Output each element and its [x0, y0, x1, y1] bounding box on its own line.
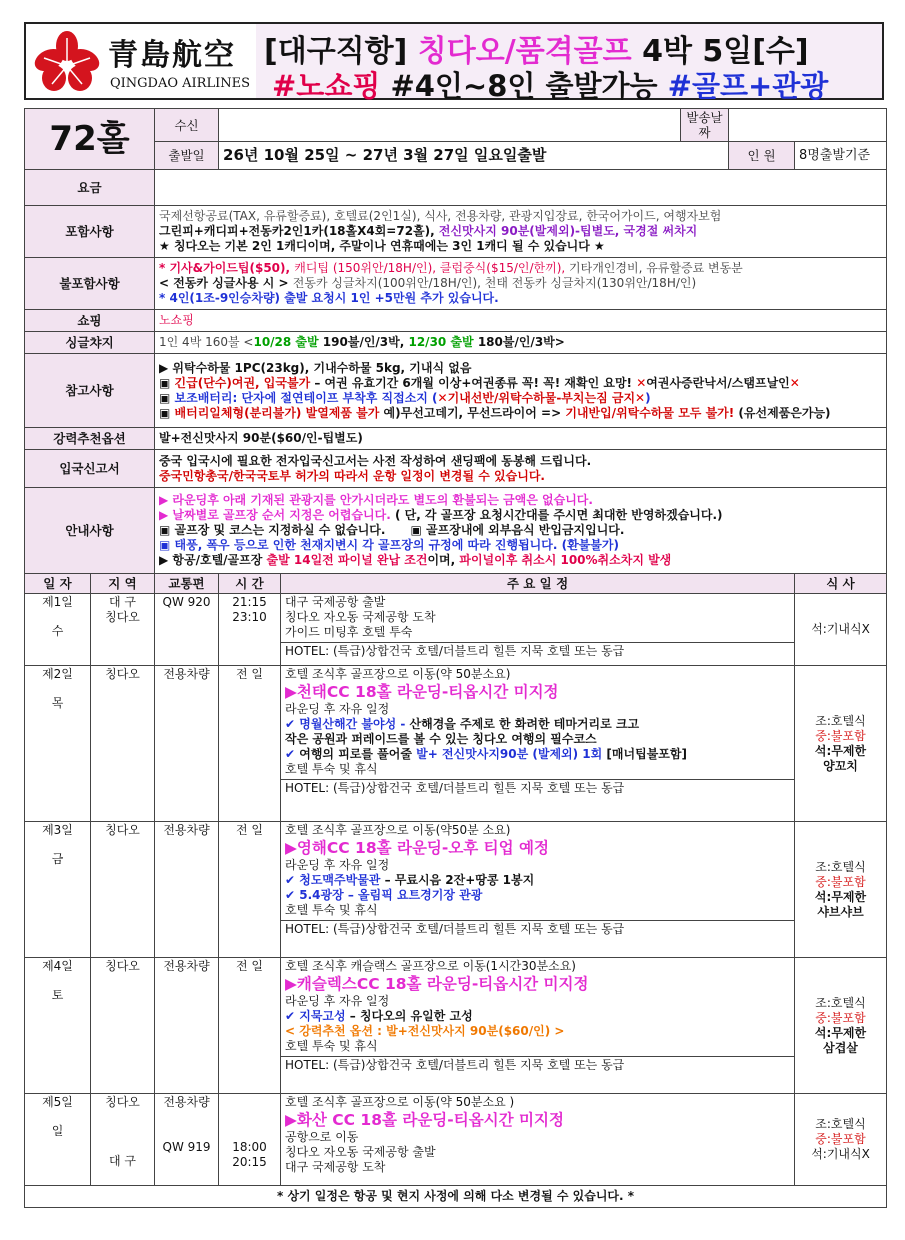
schedule-line: 가이드 미팅후 호텔 투숙 — [285, 625, 413, 639]
schedule-line: 라운딩 후 자유 일정 — [285, 994, 390, 1008]
notes-battery-close: ) — [645, 390, 651, 405]
transport-2: QW 919 — [162, 1140, 211, 1154]
schedule-cell — [281, 822, 795, 958]
logo-english-text: QINGDAO AIRLINES — [110, 76, 251, 91]
tour-name: 청도맥주박물관 — [299, 873, 381, 887]
guide-final-prefix: ▶ 항공/호텔/골프장 — [159, 553, 267, 567]
fee-label: 요금 — [25, 170, 155, 206]
package-code: 72홀 — [25, 109, 155, 170]
tour-name: 지묵고성 — [299, 1009, 346, 1023]
meal-dinner: 석:무제한 — [814, 1025, 867, 1040]
meal-cell: 석:기내식X — [795, 594, 887, 666]
col-region: 지 역 — [91, 574, 155, 594]
schedule-line: 대구 국제공항 출발 — [285, 595, 386, 609]
transport-cell — [155, 1094, 219, 1186]
transport-cell: 전용차량 — [155, 666, 219, 822]
receiver-label: 수신 — [155, 109, 219, 142]
send-date-label: 발송날짜 — [681, 109, 729, 142]
people-value: 8명출발기준 — [795, 142, 887, 170]
time-cell: 전 일 — [219, 958, 281, 1094]
arrival-card-label: 입국신고서 — [25, 450, 155, 488]
hotel-line: HOTEL: (특급)상합건국 호텔/더블트리 힐튼 지묵 호텔 또는 동급 — [281, 779, 794, 796]
arrival-line-2: 중국민항총국/한국국토부 허가의 따라서 운항 일정이 변경될 수 있습니다. — [159, 468, 545, 483]
meal-lunch: 중:불포함 — [815, 1132, 866, 1146]
tour-name: 5.4광장 – 올림픽 요트경기장 관광 — [299, 888, 483, 902]
notes-line-1: ▶ 위탁수하물 1PC(23kg), 기내수하물 5kg, 기내식 없음 — [159, 360, 472, 375]
schedule-line: 호텔 투숙 및 휴식 — [285, 1039, 378, 1053]
guide-label: 안내사항 — [25, 488, 155, 574]
region-cell — [91, 1094, 155, 1186]
notes-passport-detail: – 여권 유효기간 6개월 이상+여권종류 꼭! 꼭! 재확인 요망! — [310, 375, 637, 390]
arrival-card-content — [155, 450, 887, 488]
hotel-line: HOTEL: (특급)상합건국 호텔/더블트리 힐튼 지묵 호텔 또는 동급 — [281, 642, 794, 659]
tour-name: 명월산해간 불야성 - — [299, 717, 410, 731]
col-schedule: 주 요 일 정 — [281, 574, 795, 594]
time-1: 21:15 — [232, 595, 267, 609]
tour-desc: 산해경을 주제로 한 화려한 테마거리로 크고 — [409, 717, 640, 731]
single-label: 싱글챠지 — [25, 332, 155, 354]
schedule-line: 호텔 투숙 및 휴식 — [285, 762, 378, 776]
notes-passport: 긴급(단수)여권, 입국불가 — [174, 375, 311, 390]
massage-intro: 여행의 피로를 풀어줄 — [299, 747, 417, 761]
schedule-row — [25, 958, 887, 1094]
day-number: 제2일 — [42, 667, 73, 681]
flower-logo-icon — [32, 30, 102, 94]
meal-cell — [795, 1094, 887, 1186]
day-number: 제1일 — [42, 595, 73, 609]
option-recommend: < 강력추천 옵션 : 발+전신맛사지 90분($60/인) > — [285, 1024, 565, 1038]
included-massage: 전신맛사지 90분(발제외)-팁별도, 국경절 써차지 — [438, 224, 698, 238]
day-of-week: 일 — [51, 1124, 64, 1138]
tour-desc-2: 작은 공원과 퍼레이드를 볼 수 있는 칭다오 여행의 필수코스 — [285, 732, 597, 746]
notes-label: 참고사항 — [25, 354, 155, 428]
excluded-label: 불포함사항 — [25, 258, 155, 310]
meal-breakfast: 조:호텔식 — [815, 859, 866, 874]
title-main: 칭다오/품격골프 — [417, 34, 632, 69]
tag-no-shopping: #노쇼핑 — [272, 69, 381, 103]
day-of-week: 금 — [51, 852, 64, 866]
golf-round: ▶화산 CC 18홀 라운딩-티옵시간 미지정 — [285, 1111, 564, 1129]
schedule-line: 호텔 조식후 골프장으로 이동(약 50분소요) — [285, 667, 511, 681]
schedule-line: 칭다오 자오동 국제공항 출발 — [285, 1145, 436, 1159]
check-icon: ✔ — [285, 1009, 300, 1023]
notes-passport-stamp: 여권사증란낙서/스탬프날인 — [646, 375, 790, 390]
meal-breakfast: 조:호텔식 — [815, 995, 866, 1010]
time-2: 23:10 — [232, 610, 267, 624]
schedule-line: 대구 국제공항 도착 — [285, 1160, 386, 1174]
notes-heater-example: 예)무선고데기, 무선드라이어 => — [379, 405, 566, 420]
schedule-line: 공항으로 이동 — [285, 1130, 359, 1144]
guide-final-mid: 이며, — [427, 553, 460, 567]
fee-value — [155, 170, 887, 206]
single-date-1: 10/28 출발 — [253, 335, 319, 349]
notes-line-4 — [159, 406, 882, 421]
excluded-line-2 — [159, 276, 882, 291]
meal-lunch: 중:불포함 — [815, 728, 866, 743]
notes-heater: 배터리일체형(분리불가) 발열제품 불가 — [174, 405, 380, 420]
meal-cell — [795, 958, 887, 1094]
guide-golf-order-note: ( 단, 각 골프장 요청시간대를 주시면 최대한 반영하겠습니다.) — [390, 508, 723, 522]
day-of-week: 목 — [51, 696, 64, 710]
shopping-value: 노쇼핑 — [155, 310, 887, 332]
col-time: 시 간 — [219, 574, 281, 594]
guide-line-2 — [159, 508, 882, 523]
option-value: 발+전신맛사지 90분($60/인-팁별도) — [155, 428, 887, 450]
single-price-1: 190불/인/3박, — [318, 335, 409, 349]
check-icon: ✔ — [285, 873, 300, 887]
schedule-cell — [281, 594, 795, 666]
x-mark-icon: ✕ — [635, 390, 646, 405]
guide-content — [155, 488, 887, 574]
excluded-cart-title: < 전동카 싱글사용 시 > — [159, 276, 293, 290]
day-of-week: 수 — [51, 624, 64, 638]
single-base: 1인 4박 160불 < — [159, 335, 254, 349]
single-price-2: 180불/인/3박> — [473, 335, 565, 349]
check-icon: ✔ — [285, 747, 300, 761]
schedule-header-row — [25, 574, 887, 594]
tour-line — [285, 747, 790, 762]
schedule-row — [25, 1094, 887, 1186]
shopping-label: 쇼핑 — [25, 310, 155, 332]
tag-golf-tour: #골프+관광 — [667, 69, 829, 103]
send-date-field[interactable] — [729, 109, 887, 142]
option-label: 강력추천옵션 — [25, 428, 155, 450]
day-number: 제3일 — [42, 823, 73, 837]
meal-cell — [795, 666, 887, 822]
region-1: 칭다오 — [105, 1095, 140, 1109]
meal-breakfast: 조:호텔식 — [815, 1117, 866, 1131]
transport-1: 전용차량 — [163, 1095, 210, 1109]
notes-line-3 — [159, 391, 882, 406]
meal-breakfast: 조:호텔식 — [815, 713, 866, 728]
included-golf: 그린피+캐디피+전동카2인1카(18홀X4회=72홀), — [159, 224, 439, 238]
hotel-line: HOTEL: (특급)상합건국 호텔/더블트리 힐튼 지묵 호텔 또는 동급 — [281, 920, 794, 937]
included-label: 포함사항 — [25, 206, 155, 258]
schedule-row — [25, 666, 887, 822]
region-1: 대 구 — [109, 595, 136, 609]
x-mark-icon: ✕ — [789, 375, 800, 390]
included-line-3: ★ 칭다오는 기본 2인 1캐디이며, 주말이나 연휴때에는 3인 1캐디 될 수 있습니다 ★ — [159, 239, 605, 253]
schedule-cell — [281, 666, 795, 822]
schedule-row — [25, 594, 887, 666]
title-suffix: 4박 5일[수] — [631, 34, 809, 69]
depart-label: 출발일 — [155, 142, 219, 170]
notes-heater-ban: 기내반입/위탁수하물 모두 불가! — [565, 405, 735, 420]
included-content — [155, 206, 887, 258]
guide-line-4: ▣ 태풍, 폭우 등으로 인한 천재지변시 각 골프장의 규정에 따라 진행됩니다. (환불불가) — [159, 538, 619, 552]
single-date-2: 12/30 출발 — [408, 335, 474, 349]
day-of-week: 토 — [51, 988, 64, 1002]
schedule-line: 호텔 조식후 캐슬랙스 골프장으로 이동(1시간30분소요) — [285, 959, 576, 973]
meal-lunch: 중:불포함 — [815, 1010, 866, 1025]
page-subtitle — [272, 64, 828, 105]
single-value — [155, 332, 887, 354]
schedule-line: 호텔 투숙 및 휴식 — [285, 903, 378, 917]
included-line-2 — [159, 224, 882, 239]
day-number: 제4일 — [42, 959, 73, 973]
meal-dinner: 석:무제한 — [814, 743, 867, 758]
tour-desc: – 칭다오의 유일한 고성 — [345, 1009, 473, 1023]
tour-line — [285, 717, 790, 732]
time-2: 20:15 — [232, 1155, 267, 1169]
meal-dinner-menu: 삼겹살 — [823, 1040, 858, 1055]
col-transport: 교통편 — [155, 574, 219, 594]
time-cell — [219, 1094, 281, 1186]
time-cell — [219, 594, 281, 666]
meal-cell — [795, 822, 887, 958]
check-icon: ✔ — [285, 717, 300, 731]
meal-dinner-menu: 양꼬치 — [823, 758, 858, 773]
meal-dinner: 석:기내식X — [811, 1147, 870, 1161]
massage-name: 발+ 전신맛사지90분 (발제외) 1회 — [416, 747, 603, 761]
guide-food: ▣ 골프장내에 외부음식 반입금지입니다. — [410, 523, 625, 537]
schedule-line: 칭다오 자오동 국제공항 도착 — [285, 610, 436, 624]
footer-note: * 상기 일정은 항공 및 현지 사정에 의해 다소 변경될 수 있습니다. * — [25, 1186, 887, 1208]
day-cell — [25, 666, 91, 822]
receiver-field[interactable] — [219, 109, 681, 142]
region-cell: 칭다오 — [91, 958, 155, 1094]
col-day: 일 자 — [25, 574, 91, 594]
time-cell: 전 일 — [219, 822, 281, 958]
guide-cancel-charge: 파이널이후 취소시 100%취소차지 발생 — [459, 553, 672, 567]
tour-line — [285, 888, 790, 903]
time-1: 18:00 — [232, 1140, 267, 1154]
airline-logo — [26, 24, 256, 98]
guide-line-3 — [159, 523, 882, 538]
schedule-cell — [281, 1094, 795, 1186]
notes-battery: 보조배터리: 단자에 절연테이프 부착후 직접소지 ( — [174, 390, 438, 405]
excluded-cart-fee: 전동카 싱글차지(100위안/18H/인), 천태 전동카 싱글차지(130위안/18H/인) — [292, 276, 697, 290]
title-prefix: [대구직항] — [264, 34, 418, 69]
notes-bullet-3: ▣ — [159, 390, 175, 405]
included-line-1: 국제선항공료(TAX, 유류할증료), 호텔료(2인1실), 식사, 전용차량, 관광지입장료, 한국어가이드, 여행자보험 — [159, 209, 722, 223]
hotel-line: HOTEL: (특급)상합건국 호텔/더블트리 힐튼 지묵 호텔 또는 동급 — [281, 1056, 794, 1073]
guide-line-5 — [159, 553, 882, 568]
people-label: 인 원 — [729, 142, 795, 170]
day-cell — [25, 1094, 91, 1186]
x-mark-icon: ✕ — [636, 375, 647, 390]
massage-tip: [매너팁불포함] — [602, 747, 687, 761]
day-number: 제5일 — [42, 1095, 73, 1109]
x-mark-icon: ✕ — [437, 390, 448, 405]
excluded-caddie: 캐디팁 (150위안/18H/인), 클럽중식($15/인/한끼), — [294, 261, 570, 275]
header-banner — [24, 22, 884, 103]
arrival-line-1: 중국 입국시에 필요한 전자입국신고서는 사전 작성하여 샌딩팩에 동봉해 드립니다. — [159, 453, 592, 468]
region-cell: 칭다오 — [91, 666, 155, 822]
transport-cell: 전용차량 — [155, 822, 219, 958]
schedule-row — [25, 822, 887, 958]
golf-round: ▶영해CC 18홀 라운딩-오후 티업 예정 — [285, 839, 549, 857]
notes-line-2 — [159, 376, 882, 391]
meal-lunch: 중:불포함 — [815, 874, 866, 889]
logo-chinese-text: 青島航空 — [108, 38, 236, 73]
day-cell — [25, 958, 91, 1094]
notes-wired-ok: (유선제품은가능) — [734, 405, 831, 420]
tour-desc: – 무료시음 2잔+땅콩 1봉지 — [380, 873, 535, 887]
transport-cell: 전용차량 — [155, 958, 219, 1094]
guide-golf-order: ▶ 날짜별로 골프장 순서 지정은 어렵습니다. — [159, 508, 391, 522]
col-meal: 식 사 — [795, 574, 887, 594]
day-cell — [25, 822, 91, 958]
schedule-cell — [281, 958, 795, 1094]
tour-line — [285, 1009, 790, 1024]
transport-cell: QW 920 — [155, 594, 219, 666]
tag-people: #4인~8인 출발가능 — [380, 69, 668, 103]
day-cell — [25, 594, 91, 666]
tour-line — [285, 873, 790, 888]
depart-dates: 26년 10월 25일 ~ 27년 3월 27일 일요일출발 — [219, 142, 729, 170]
notes-bullet-2: ▣ — [159, 375, 175, 390]
guide-final-payment: 출발 14일전 파이널 완납 조건 — [266, 553, 428, 567]
excluded-content — [155, 258, 887, 310]
notes-battery-ban: 기내선반/위탁수하물-부치는짐 금지 — [447, 390, 636, 405]
meal-dinner: 석:무제한 — [814, 889, 867, 904]
excluded-tip: * 기사&가이드팁($50), — [159, 261, 295, 275]
region-2: 칭다오 — [105, 610, 140, 624]
region-2: 대 구 — [109, 1154, 136, 1168]
excluded-line-3: * 4인(1조-9인승차량) 출발 요청시 1인 +5만원 추가 있습니다. — [159, 291, 499, 305]
check-icon: ✔ — [285, 888, 300, 902]
schedule-line: 호텔 조식후 골프장으로 이동(약 50분소요 ) — [285, 1095, 515, 1109]
meal-dinner-menu: 샤브샤브 — [817, 904, 864, 919]
excluded-etc: 기타개인경비, 유류할증료 변동분 — [569, 261, 743, 275]
itinerary-table — [24, 108, 887, 1208]
schedule-line: 호텔 조식후 골프장으로 이동(약50분 소요) — [285, 823, 511, 837]
golf-round: ▶천태CC 18홀 라운딩-티옵시간 미지정 — [285, 683, 559, 701]
guide-line-1: ▶ 라운딩후 아래 기재된 관광지를 안가시더라도 별도의 환불되는 금액은 없습니다. — [159, 493, 593, 507]
guide-course: ▣ 골프장 및 코스는 지정하실 수 없습니다. — [159, 523, 386, 537]
excluded-line-1 — [159, 261, 882, 276]
notes-content — [155, 354, 887, 428]
time-cell: 전 일 — [219, 666, 281, 822]
schedule-line: 라운딩 후 자유 일정 — [285, 858, 390, 872]
region-cell: 칭다오 — [91, 822, 155, 958]
golf-round: ▶캐슬렉스CC 18홀 라운딩-티옵시간 미지정 — [285, 975, 589, 993]
region-cell — [91, 594, 155, 666]
schedule-line: 라운딩 후 자유 일정 — [285, 702, 390, 716]
notes-bullet-4: ▣ — [159, 405, 175, 420]
